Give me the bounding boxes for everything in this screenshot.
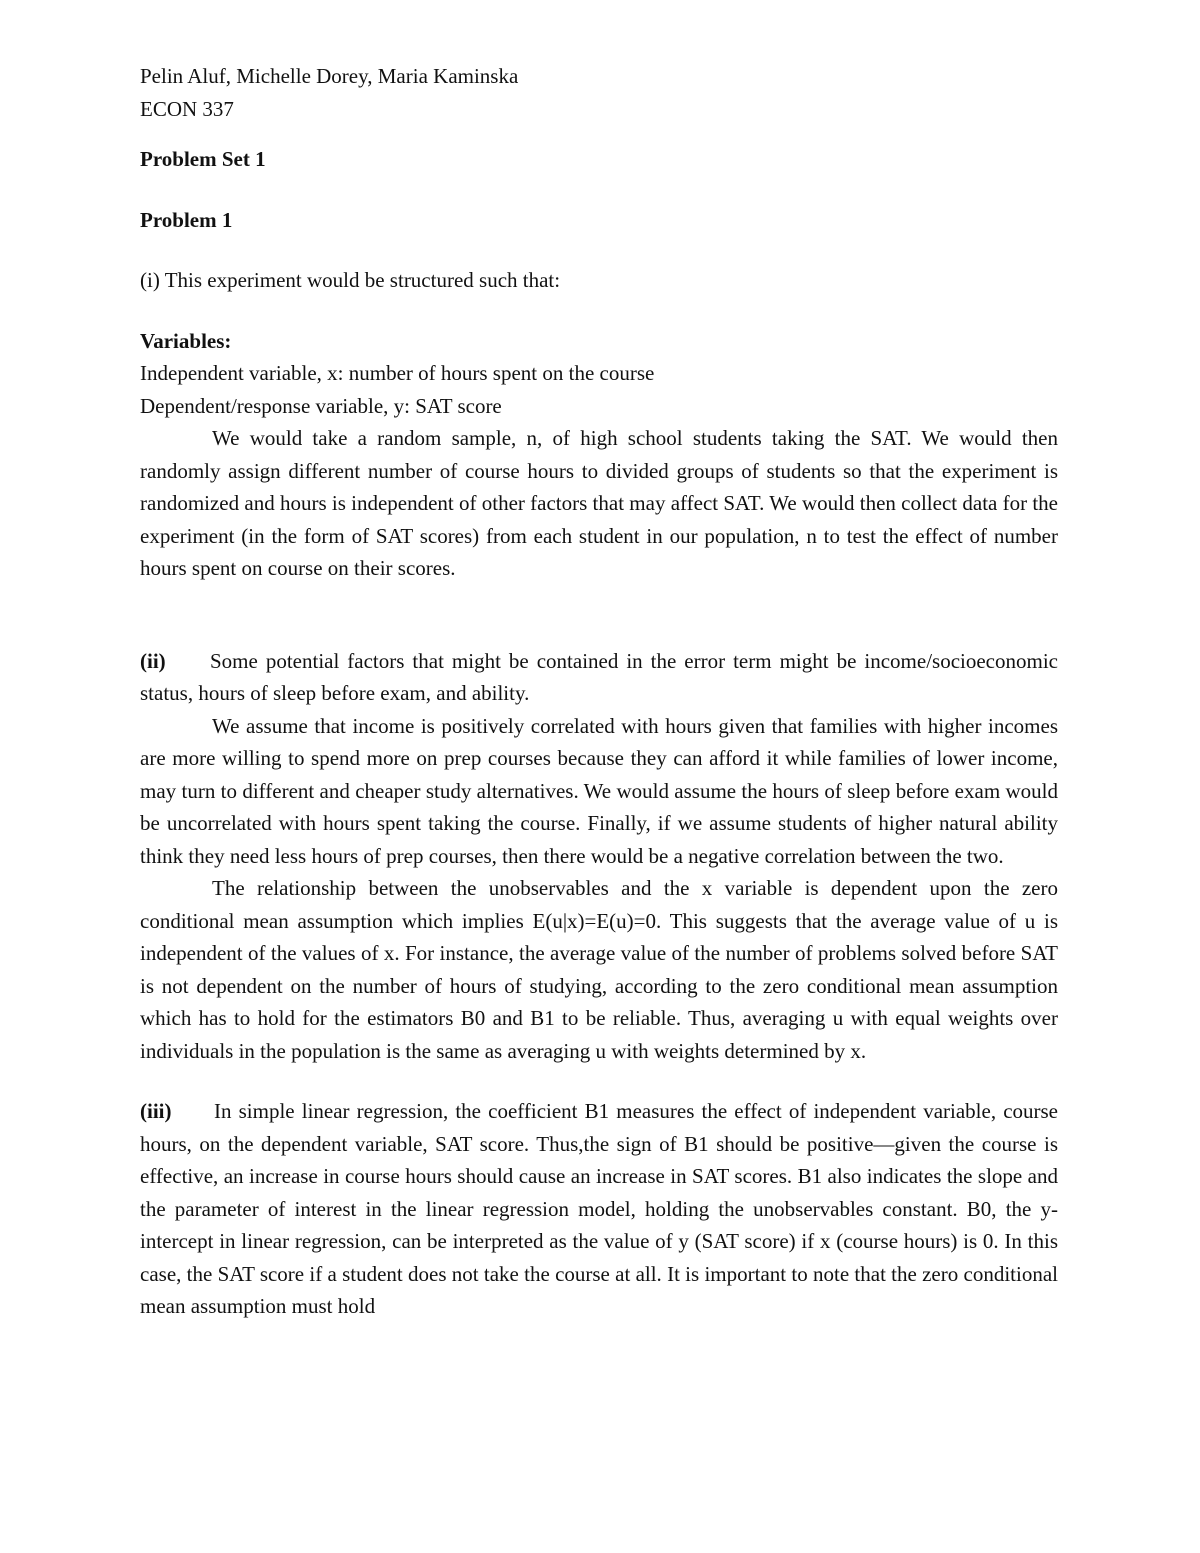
- part-iii-text: In simple linear regression, the coefficient B1 measures the effect of independent variable, course hours, on the dependent variable, SAT score. Thus,the sign of B1 should be positive—given the course is effective, an increase in course hours should cause an increase in SAT scores. B1 also indicates the slope and the parameter of interest in the linear regression model, holding the unobservables constant. B0, the y-intercept in linear regression, can be interpreted as the value of y (SAT score) if x (course hours) is 0. In this case, the SAT score if a student does not take the course at all. It is important to note that the zero conditional mean assumption must hold: [140, 1099, 1058, 1318]
- variables-heading: Variables:: [140, 328, 232, 353]
- part-ii-label: (ii): [140, 648, 166, 673]
- part-ii-paragraph-2: The relationship between the unobservables and the x variable is dependent upon the zero conditional mean assumption which implies E(u|x)=E(u)=0. This suggests that the average value of u is independent of the values of x. For instance, the average value of the number of problems solved before SAT is not dependent on the number of hours of studying, according to the zero conditional mean assumption which has to hold for the estimators B0 and B1 to be reliable. Thus, averaging u with equal weights over individuals in the population is the same as averaging u with weights determined by x.: [140, 876, 1058, 1063]
- part-iii-paragraph: [140, 1095, 1058, 1323]
- part-i-paragraph: We would take a random sample, n, of high school students taking the SAT. We would then randomly assign different number of course hours to divided groups of students so that the experiment is randomized and hours is independent of other factors that may affect SAT. We would then collect data for the experiment (in the form of SAT scores) from each student in our population, n to test the effect of number hours spent on course on their scores.: [140, 426, 1058, 580]
- course-code: ECON 337: [140, 96, 234, 121]
- part-ii-paragraph-1: We assume that income is positively correlated with hours given that families with higher incomes are more willing to spend more on prep courses because they can afford it while families of lower income, may turn to different and cheaper study alternatives. We would assume the hours of sleep before exam would be uncorrelated with hours spent taking the course. Finally, if we assume students of higher natural ability think they need less hours of prep courses, then there would be a negative correlation between the two.: [140, 713, 1058, 868]
- authors-line: Pelin Aluf, Michelle Dorey, Maria Kaminska: [140, 64, 519, 88]
- problem-heading: Problem 1: [140, 207, 233, 232]
- part-i-intro: (i) This experiment would be structured such that:: [140, 268, 561, 292]
- independent-variable-line: Independent variable, x: number of hours spent on the course: [140, 361, 655, 385]
- dependent-variable-line: Dependent/response variable, y: SAT score: [140, 393, 502, 418]
- part-ii-lead-text: Some potential factors that might be contained in the error term might be income/socioeconomic status, hours of sleep before exam, and ability.: [140, 648, 1058, 705]
- document-title: Problem Set 1: [140, 147, 266, 171]
- part-iii-label: (iii): [140, 1099, 172, 1123]
- part-ii-lead: [140, 645, 1058, 710]
- document-page: [140, 60, 1058, 1520]
